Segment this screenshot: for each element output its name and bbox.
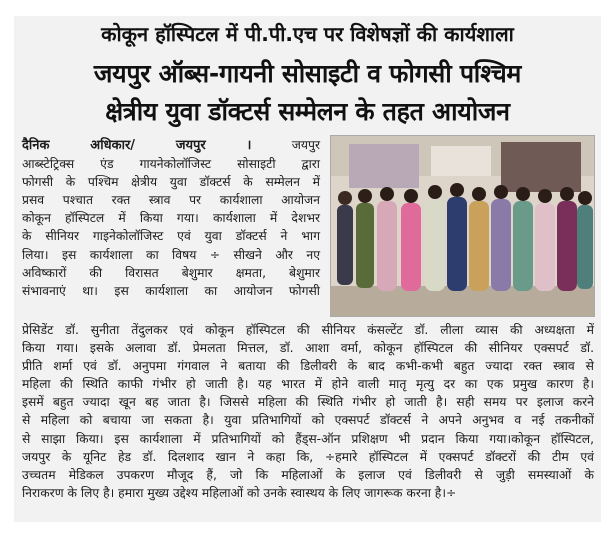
article-line: कोकून हॉस्पिटल में किया गया। कार्यशाला में देशभर [22, 211, 320, 226]
article-line: महिला की स्थिति काफी गंभीर हो जाती है। यह भारत में होने वाली मातृ मृत्यु दर का एक प्रमुख कारण है। [22, 377, 594, 392]
article-line: अविष्कारों की विरासत बेशुमार क्षमता, बेशुमार [22, 265, 320, 280]
headline-line-2: जयपुर ऑब्स-गायनी सोसाइटी व फोगसी पश्चिम [93, 59, 522, 88]
group-photo-illustration [331, 136, 594, 316]
article-line: प्रसव पश्चात रक्त स्त्राव पर कार्यशाला आयोजन [22, 193, 320, 208]
article-line: से साझा किया। इस कार्यशाला में प्रतिभागियों को हैंड्स-ऑन प्रशिक्षण भी प्रदान किया गया।कोकून हॉस्पिटल, [22, 431, 594, 446]
article-line: से महिला को बचाया जा सकता है। युवा प्रतिभागियों को एक्सपर्ट डॉक्टर्स ने अपने अनुभव व नई तकनीकों [22, 413, 594, 428]
article-line-text: जयपुर [291, 138, 320, 152]
article-line: जयपुर के यूनिट हेड डॉ. दिलशाद खान ने कहा कि, ÷हमारे हॉस्पिटल में एक्सपर्ट डॉक्टरों की टीम एवं [22, 449, 594, 464]
article-line: किया गया। इसके अलावा डॉ. प्रेमलता मित्तल, डॉ. आशा वर्मा, कोकून हॉस्पिटल की सीनियर एक्सपर्ट डॉ. [22, 341, 594, 356]
article-line: आब्स्टेट्रिक्स एंड गायनेकोलॉजिस्ट सोसाइटी द्वारा [22, 157, 320, 172]
article-line: प्रेसिडेंट डॉ. सुनीता तेंदुलकर एवं कोकून हॉस्पिटल की सीनियर कंसल्टेंट डॉ. लीला व्यास की अध्यक्षता में [22, 323, 594, 337]
article-body-full [22, 321, 594, 502]
article-line [22, 136, 320, 155]
article-line: प्रीति शर्मा एवं डॉ. अनुपमा गंगवाल ने बताया की डिलीवरी के बाद कभी-कभी बहुत ज्यादा रक्त स्त्राव से [22, 359, 594, 374]
article-line: संभावनाएं था। इस कार्यशाला का आयोजन फोगसी [22, 283, 320, 298]
article-column-top [22, 136, 320, 300]
article-line: लिया। इस कार्यशाला का विषय ÷ सीखने और नए [22, 247, 320, 262]
article-line: फोगसी के पश्चिम क्षेत्रीय युवा डॉक्टर्स के सम्मेलन में [22, 175, 320, 190]
byline: दैनिक अधिकार/ जयपुर । [22, 138, 252, 153]
article-line: उच्चतम मेडिकल उपकरण मौजूद हैं, जो कि महिलाओं के इलाज एवं डिलीवरी से जुड़ी समस्याओं के [22, 467, 594, 482]
article-line: के सीनियर गाइनेकोलॉजिस्ट एवं युवा डॉक्टर्स ने भाग [22, 229, 320, 244]
headline-line-1: कोकून हॉस्पिटल में पी.पी.एच पर विशेषज्ञों की कार्यशाला [101, 22, 514, 46]
group-photo [330, 135, 595, 317]
article-line: निराकरण के लिए है। हमारा मुख्य उद्देश्य महिलाओं को उनके स्वास्थय के लिए जागरूक करना है।÷ [22, 485, 457, 500]
headline-line-3: क्षेत्रीय युवा डॉक्टर्स सम्मेलन के तहत आयोजन [105, 97, 510, 126]
article-line: इसमें बहुत ज्यादा खून बह जाता है। जिससे महिला की स्थिति गंभीर हो जाती है। सही समय पर इलाज करने [22, 395, 594, 410]
news-clipping [14, 16, 601, 522]
